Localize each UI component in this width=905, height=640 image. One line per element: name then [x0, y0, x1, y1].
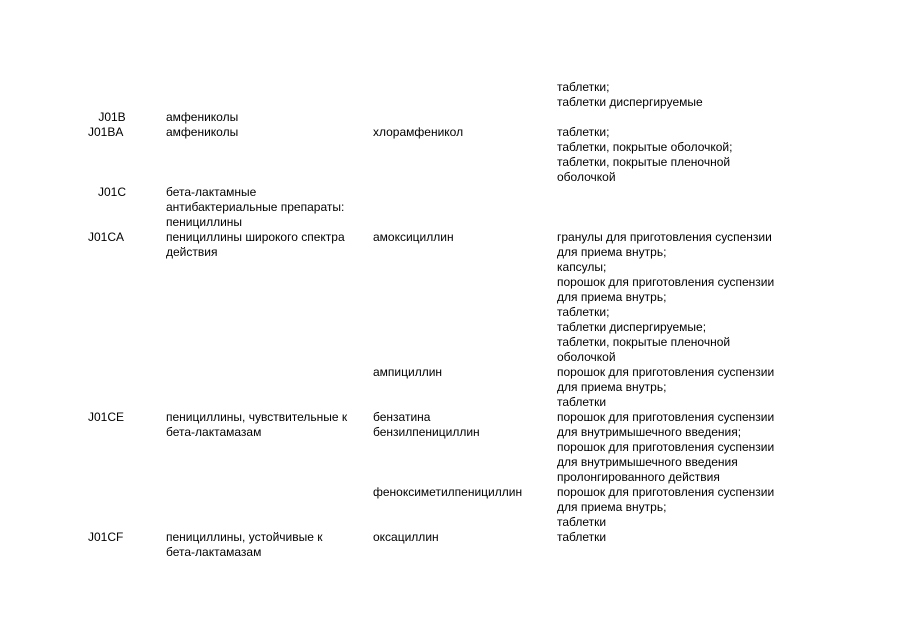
table-row [0, 530, 905, 560]
drug-name: бензатина бензилпенициллин [373, 410, 480, 439]
dosage-forms: порошок для приготовления суспензии для приема внутрь; таблетки [557, 485, 775, 529]
atc-group: бета-лактамные антибактериальные препараты: пенициллины [166, 185, 345, 229]
drug-name: амоксициллин [373, 230, 454, 244]
dosage-forms: порошок для приготовления суспензии для приема внутрь; таблетки [557, 365, 775, 409]
table-row [0, 410, 905, 485]
atc-code: J01C [97, 185, 126, 199]
drug-name: оксациллин [373, 530, 439, 544]
atc-code: J01BA [88, 125, 124, 139]
dosage-forms: таблетки [557, 530, 607, 544]
table-row [0, 110, 905, 125]
table-row [0, 365, 905, 410]
table-row [0, 185, 905, 230]
atc-code: J01CA [88, 230, 125, 244]
atc-group: пенициллины широкого спектра действия [166, 230, 345, 259]
atc-group: пенициллины, чувствительные к бета-лактамазам [166, 410, 348, 439]
atc-group: амфениколы [166, 110, 239, 124]
table-row [0, 485, 905, 530]
atc-group: пенициллины, устойчивые к бета-лактамазам [166, 530, 323, 559]
table-row [0, 80, 905, 110]
dosage-forms: гранулы для приготовления суспензии для приема внутрь; капсулы; порошок для приготовления суспензии для приема внутрь; таблетки; таблетки диспергируемые; таблетки, покрытые пленочной оболочкой [557, 230, 775, 364]
drug-name: ампициллин [373, 365, 443, 379]
atc-code: J01CE [88, 410, 125, 424]
atc-code: J01B [98, 110, 126, 124]
dosage-forms: таблетки; таблетки диспергируемые [557, 80, 703, 109]
drug-table [0, 80, 905, 560]
atc-group: амфениколы [166, 125, 239, 139]
dosage-forms: порошок для приготовления суспензии для внутримышечного введения; порошок для приготовления суспензии для внутримышечного введения пролонгированного действия [557, 410, 775, 484]
dosage-forms: таблетки; таблетки, покрытые оболочкой; таблетки, покрытые пленочной оболочкой [557, 125, 733, 184]
atc-code: J01CF [88, 530, 124, 544]
table-row [0, 125, 905, 185]
drug-name: феноксиметилпенициллин [373, 485, 523, 499]
drug-name: хлорамфеникол [373, 125, 464, 139]
table-row [0, 230, 905, 365]
